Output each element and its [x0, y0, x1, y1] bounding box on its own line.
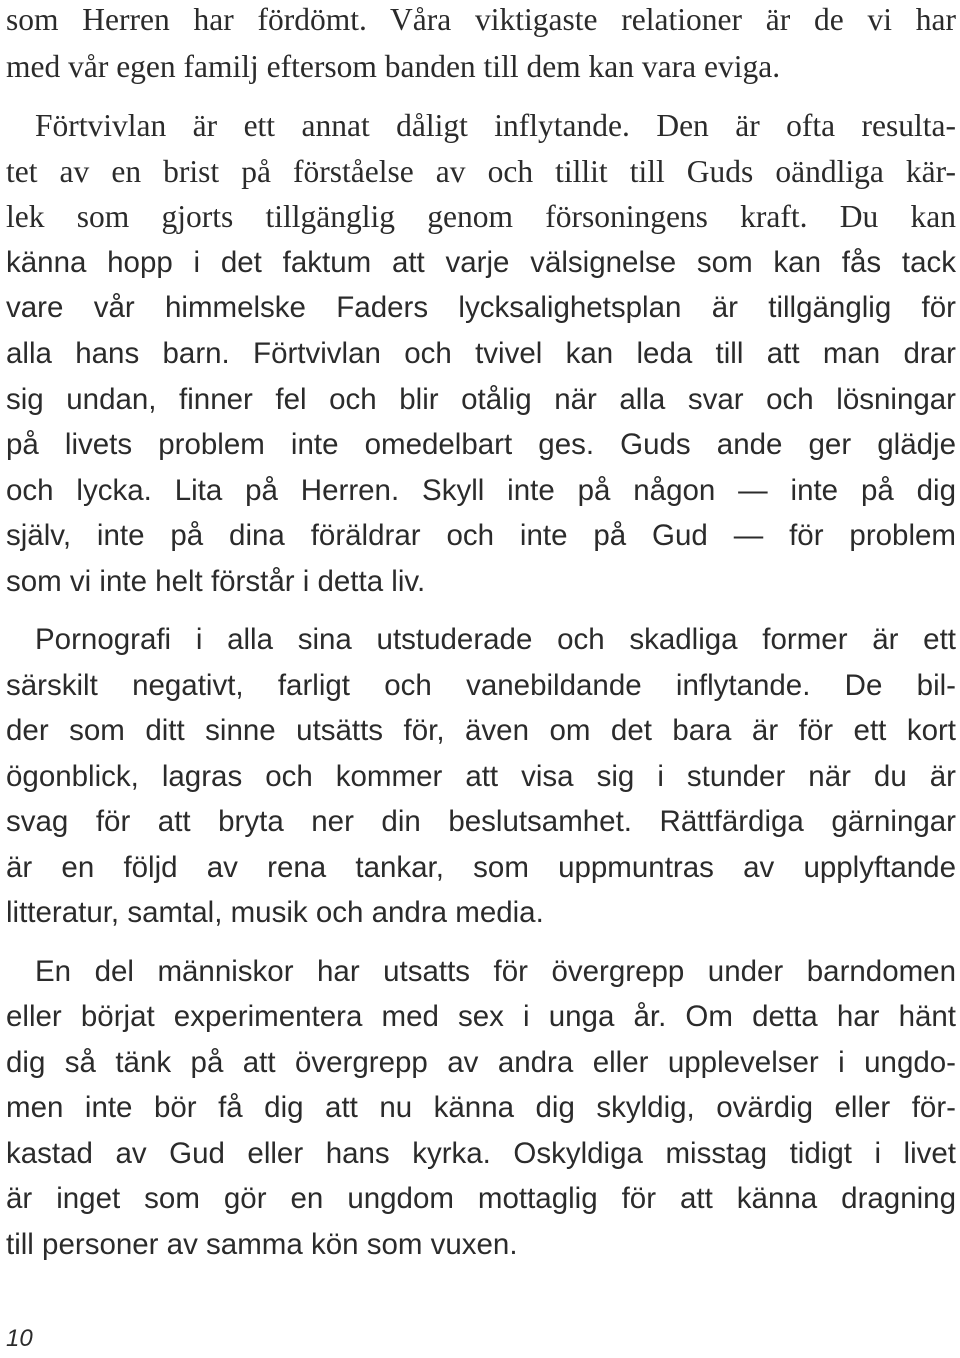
text-line: Pornografi i alla sina utstuderade och skadliga former är ett	[35, 623, 956, 656]
text-line: Förtvivlan är ett annat dåligt inflytande. Den är ofta resulta-	[35, 108, 956, 143]
page-number: 10	[6, 1325, 33, 1352]
text-line: till personer av samma kön som vuxen.	[6, 1228, 518, 1261]
text-line: men inte bör få dig att nu känna dig skyldig, ovärdig eller för-	[6, 1091, 956, 1124]
text-line: själv, inte på dina föräldrar och inte på Gud — för problem	[6, 519, 956, 552]
text-line: litteratur, samtal, musik och andra media.	[6, 896, 544, 929]
text-line: sig undan, finner fel och blir otålig när alla svar och lösningar	[6, 383, 956, 416]
text-line: alla hans barn. Förtvivlan och tvivel kan leda till att man drar	[6, 337, 956, 370]
text-line: som vi inte helt förstår i detta liv.	[6, 565, 426, 598]
text-line: lek som gjorts tillgänglig genom försoningens kraft. Du kan	[6, 199, 956, 234]
text-line: svag för att bryta ner din beslutsamhet. Rättfärdiga gärningar	[6, 805, 956, 838]
text-line: med vår egen familj eftersom banden till dem kan vara eviga.	[6, 49, 781, 84]
text-line: En del människor har utsatts för övergrepp under barndomen	[35, 955, 956, 988]
text-line: på livets problem inte omedelbart ges. Guds ande ger glädje	[6, 428, 956, 461]
text-line: som Herren har fördömt. Våra viktigaste relationer är de vi har	[6, 2, 956, 37]
text-line: ögonblick, lagras och kommer att visa sig i stunder när du är	[6, 760, 956, 793]
text-line: kastad av Gud eller hans kyrka. Oskyldiga misstag tidigt i livet	[6, 1137, 956, 1170]
text-line: och lycka. Lita på Herren. Skyll inte på någon — inte på dig	[6, 474, 956, 507]
text-line: är inget som gör en ungdom mottaglig för att känna dragning	[6, 1182, 956, 1215]
text-line: känna hopp i det faktum att varje välsignelse som kan fås tack	[6, 246, 956, 279]
text-line: dig så tänk på att övergrepp av andra eller upplevelser i ungdo-	[6, 1046, 956, 1079]
text-line: der som ditt sinne utsätts för, även om det bara är för ett kort	[6, 714, 956, 747]
text-line: är en följd av rena tankar, som uppmuntras av upplyftande	[6, 851, 956, 884]
text-line: vare vår himmelske Faders lycksalighetsplan är tillgänglig för	[6, 291, 956, 324]
text-line: tet av en brist på förståelse av och tillit till Guds oändliga kär-	[6, 154, 956, 189]
text-line: eller börjat experimentera med sex i unga år. Om detta har hänt	[6, 1000, 956, 1033]
text-line: särskilt negativt, farligt och vanebildande inflytande. De bil-	[6, 669, 956, 702]
